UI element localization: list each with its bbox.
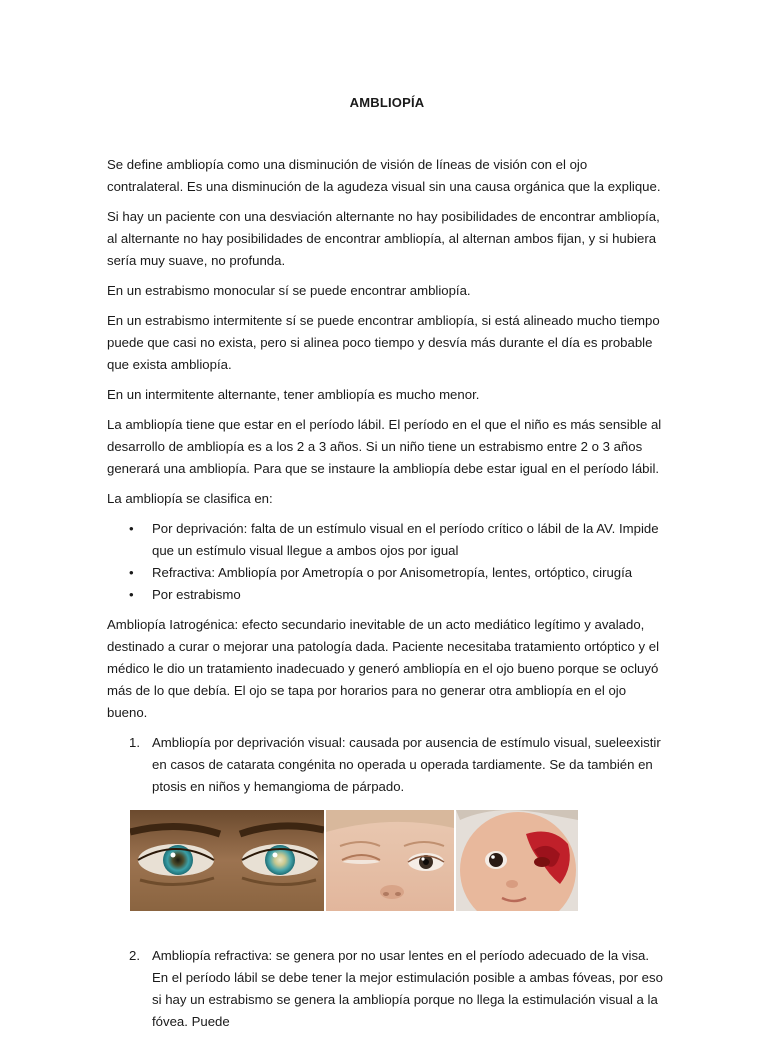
paragraph-iatrogenica: Ambliopía Iatrogénica: efecto secundario inevitable de un acto mediático legítimo y avalado, destinado a curar o mejorar una patología dada. Paciente necesitaba tratamiento ortóptico y el médico le dio un tratamiento inadecuado y generó ambliopía en el ojo bueno porque se ocluyó más de lo que debía. El ojo se tapa por horarios para no generar otra ambliopía en el ojo bueno.: [107, 617, 660, 720]
paragraph-monocular: En un estrabismo monocular sí se puede encontrar ambliopía.: [107, 283, 471, 298]
photo-leukocoria-eyes: [130, 810, 324, 911]
paragraph-intermitente: En un estrabismo intermitente sí se puede encontrar ambliopía, si está alineado mucho tiempo puede que casi no exista, pero si alinea poco tiempo y desvía más durante el día es probable que exista ambliopía.: [107, 313, 660, 372]
paragraph-clasificacion: La ambliopía se clasifica en:: [107, 491, 273, 506]
numbered-list-2: [107, 945, 667, 1033]
list-item: [107, 584, 667, 606]
paragraph-alternante: Si hay un paciente con una desviación alternante no hay posibilidades de encontrar ambliopía, al alternante no hay posibilidades de encontrar ambliopía, al alternan ambos fijan, y si hubiera sería muy suave, no profunda.: [107, 209, 660, 268]
bullet-icon: •: [129, 587, 134, 602]
list-item-text: Refractiva: Ambliopía por Ametropía o por Anisometropía, lentes, ortóptico, cirugía: [152, 565, 633, 580]
numbered-item-text: Ambliopía refractiva: se genera por no usar lentes en el período adecuado de la visa. En el período lábil se debe tener la mejor estimulación posible a ambas fóveas, por eso si hay un estrabismo se genera la ambliopía porque no llega la estimulación visual a la fóvea. Puede: [152, 948, 663, 1029]
photo-ptosis-child: [326, 810, 454, 911]
bullet-icon: •: [129, 565, 134, 580]
photo-hemangioma-baby: [456, 810, 578, 911]
item-number: 1.: [129, 735, 140, 750]
document-page: [107, 92, 667, 1041]
list-item-text: Por estrabismo: [152, 587, 241, 602]
numbered-item-2: [107, 945, 667, 1033]
numbered-item-text: Ambliopía por deprivación visual: causada por ausencia de estímulo visual, sueleexistir en casos de catarata congénita no operada u operada tardiamente. Se da también en ptosis en niños y hemangioma de párpado.: [152, 735, 661, 794]
list-item: [107, 518, 667, 562]
numbered-list-1: [107, 732, 667, 798]
item-number: 2.: [129, 948, 140, 963]
paragraph-periodo-labil: La ambliopía tiene que estar en el período lábil. El período en el que el niño es más sensible al desarrollo de ambliopía es a los 2 a 3 años. Si un niño tiene un estrabismo entre 2 o 3 años generará una ambliopía. Para que se instaure la ambliopía debe estar igual en el período lábil.: [107, 417, 662, 476]
list-item-text: Por deprivación: falta de un estímulo visual en el período crítico o lábil de la AV. Impide que un estímulo visual llegue a ambos ojos por igual: [152, 521, 659, 558]
paragraph-intermitente-alternante: En un intermitente alternante, tener ambliopía es mucho menor.: [107, 387, 480, 402]
document-title: AMBLIOPÍA: [349, 95, 425, 110]
list-item: [107, 562, 667, 584]
clinical-photos: [130, 810, 667, 911]
numbered-item-1: [107, 732, 667, 798]
paragraph-definition: Se define ambliopía como una disminución de visión de líneas de visión con el ojo contralateral. Es una disminución de la agudeza visual sin una causa orgánica que la explique.: [107, 157, 661, 194]
classification-list: [107, 518, 667, 606]
bullet-icon: •: [129, 521, 134, 536]
